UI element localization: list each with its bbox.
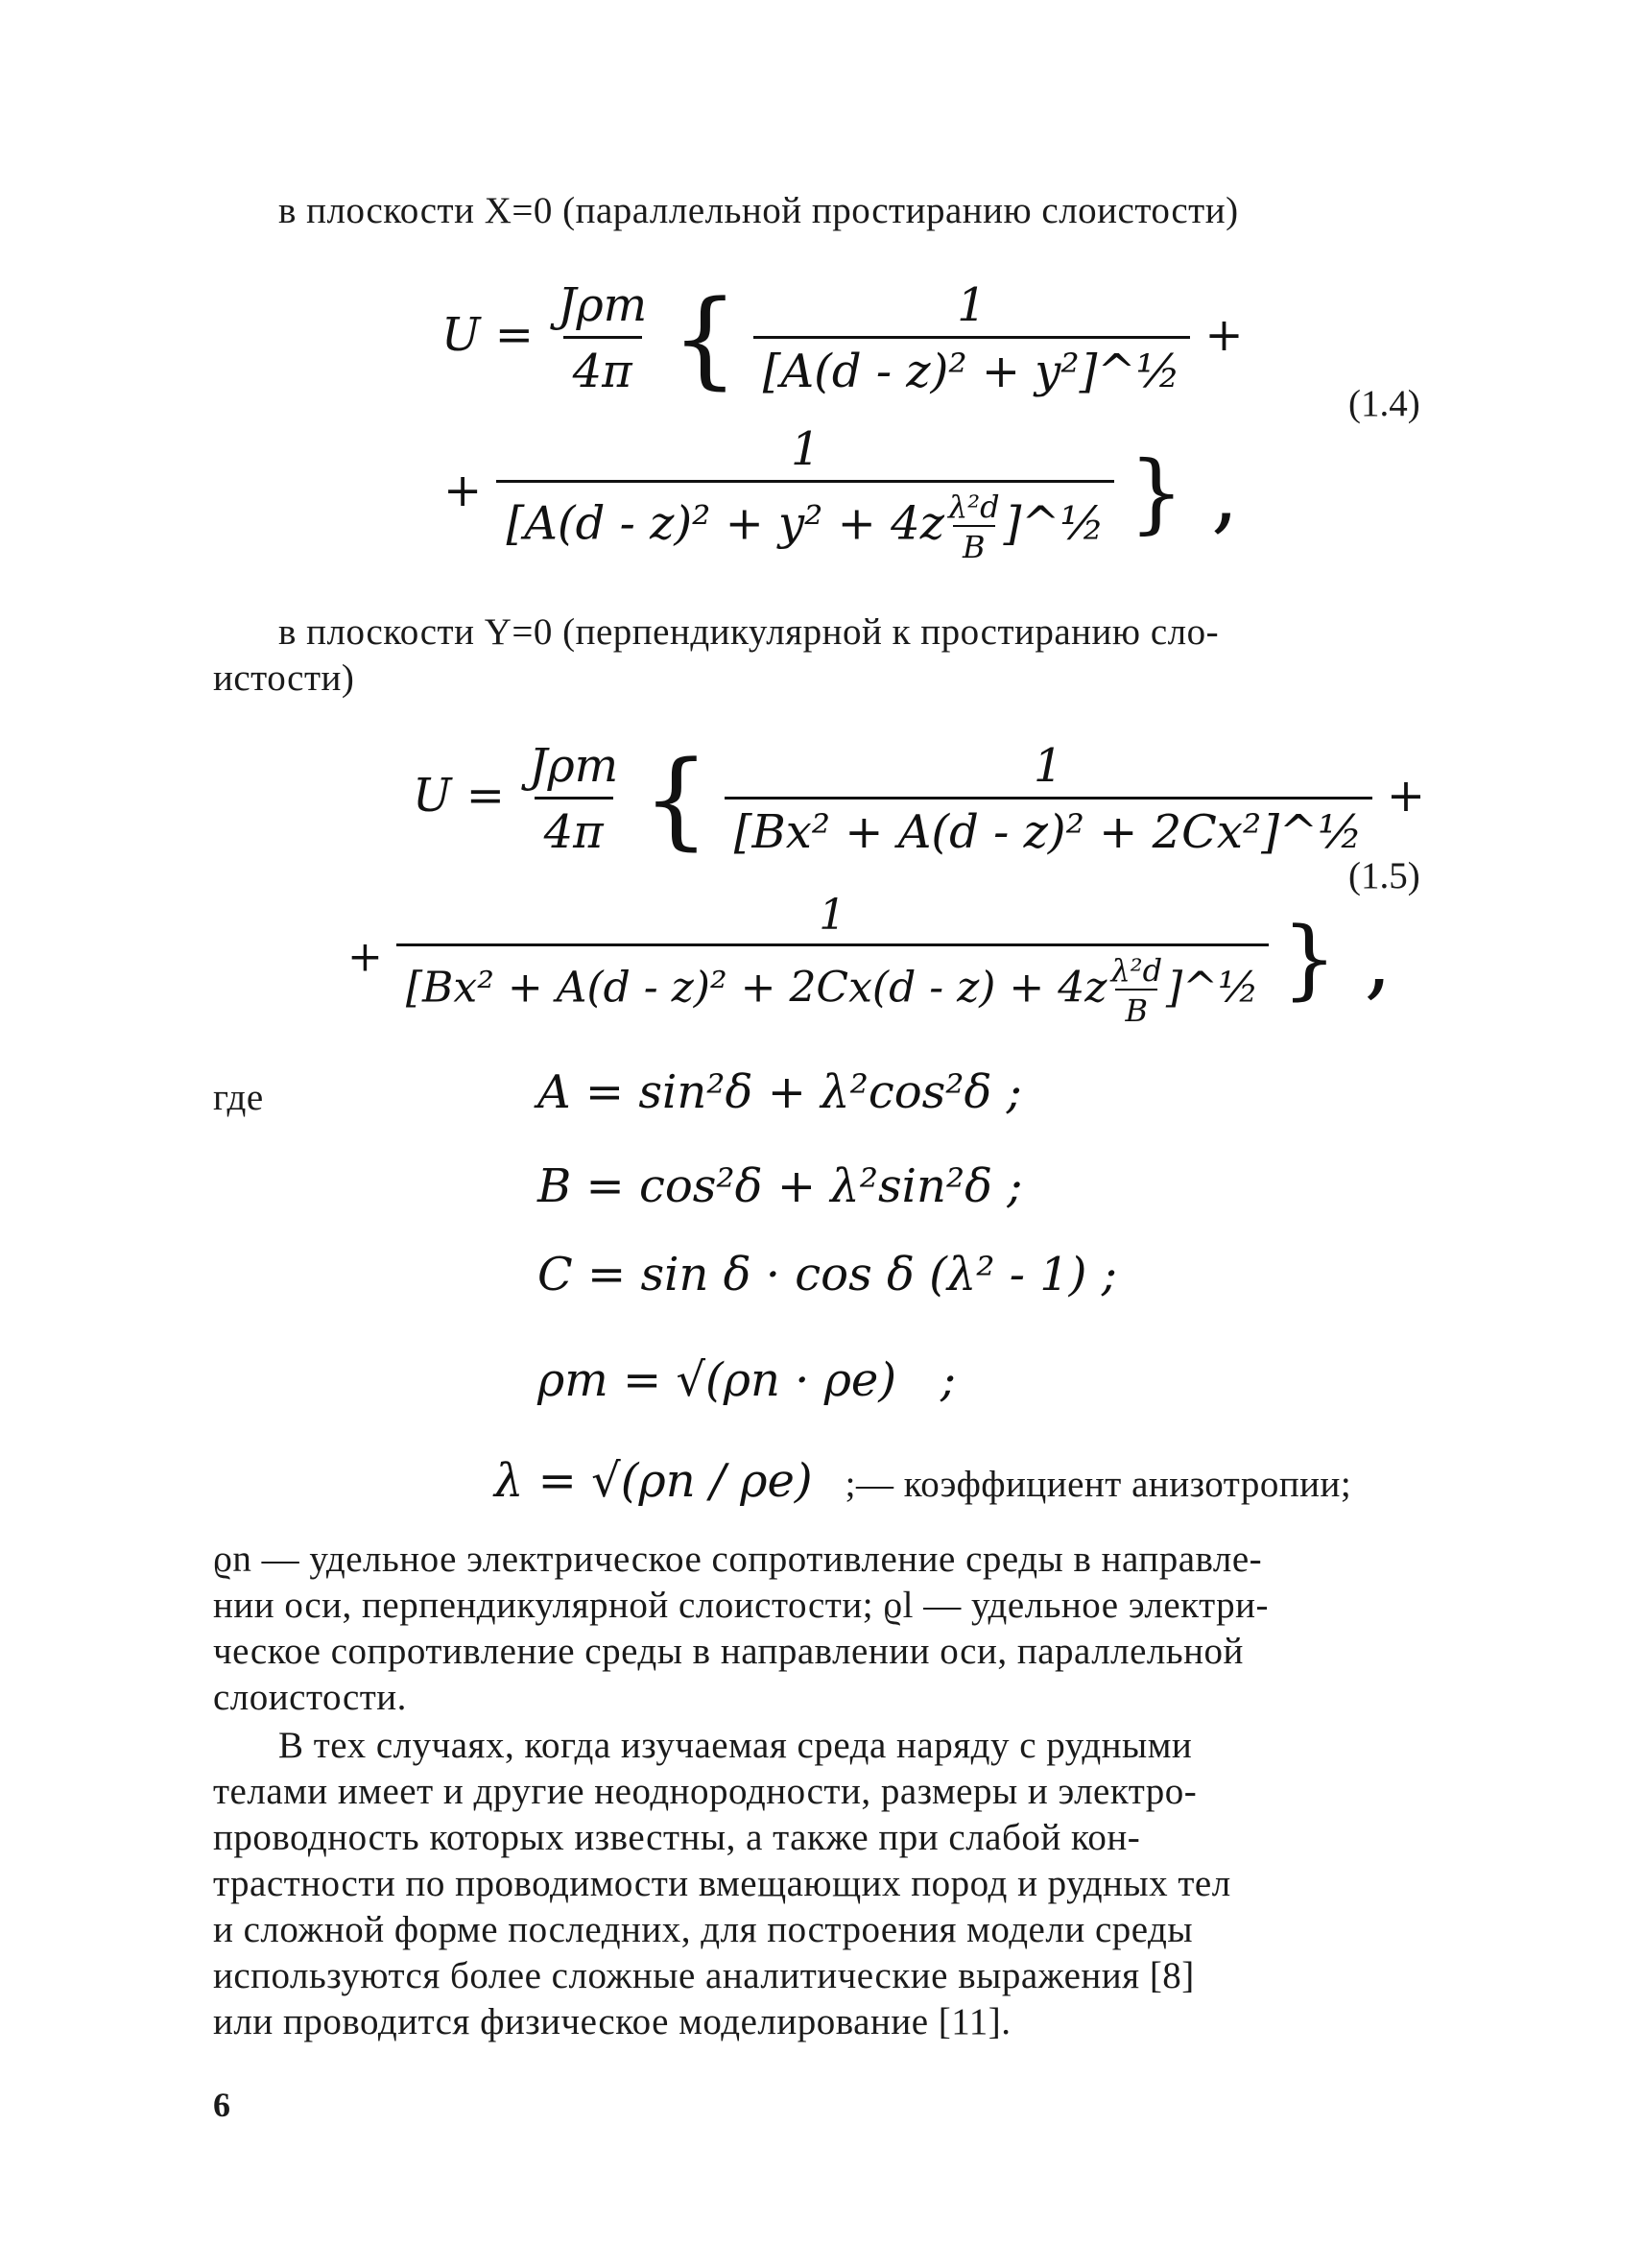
paragraph-2 — [213, 1723, 1430, 2045]
eq14-coefficient — [548, 278, 656, 398]
equation-1-5-line-2 — [347, 891, 1392, 1029]
definition-a: A = sin²δ + λ²cos²δ ; — [537, 1065, 1022, 1119]
equation-1-4-line-1 — [441, 278, 1244, 398]
paragraph-1 — [213, 1537, 1430, 1721]
paragraph-2-line: или проводится физическое моделирование [11]. — [213, 2001, 1012, 2042]
eq15-coefficient — [519, 739, 628, 859]
eq14-t1-den: [A(d - z)² + y²]^½ — [753, 336, 1190, 398]
paragraph-1-line: слоистости. — [213, 1677, 407, 1718]
eq15-lhs: U = — [413, 769, 505, 823]
definition-rho-m: ρm = √(ρn · ρe) ; — [537, 1353, 956, 1407]
eq14-term-2 — [496, 422, 1114, 565]
equation-1-5-line-1 — [413, 739, 1425, 859]
open-brace: { — [671, 276, 739, 400]
eq15-t2-den-b: ]^½ — [1166, 963, 1259, 1013]
eq14-coef-num: Jρm — [558, 278, 648, 332]
eq15-close: } , — [1281, 909, 1393, 1010]
eq15-coef-num: Jρm — [529, 739, 619, 793]
equation-number-1-5: (1.5) — [1348, 855, 1420, 896]
eq15-t2-small-frac — [1110, 952, 1162, 1029]
paragraph-2-line: проводность которых известны, а также при слабой кон- — [213, 1817, 1141, 1858]
eq14-close: } , — [1129, 442, 1239, 544]
eq14-coef-den: 4π — [563, 336, 642, 398]
eq14-t1-num: 1 — [957, 278, 987, 332]
intro-plane-y-line-1: в плоскости Y=0 (перпендикулярной к простиранию сло- — [278, 611, 1220, 653]
eq15-small-den: B — [1115, 989, 1157, 1029]
definition-lambda-row — [494, 1454, 1351, 1508]
eq14-small-den: B — [953, 525, 995, 565]
eq14-t2-small-frac — [948, 489, 1000, 565]
where-label: где — [213, 1077, 264, 1118]
eq14-t2-den-b: ]^½ — [1003, 496, 1106, 551]
eq15-coef-den: 4π — [535, 797, 613, 859]
eq15-term-1 — [725, 739, 1372, 859]
page-number: 6 — [213, 2086, 230, 2124]
intro-plane-y-line-2: истости) — [213, 657, 355, 699]
eq14-term-1 — [753, 278, 1190, 398]
eq15-plus-end: + — [1386, 769, 1426, 823]
equation-1-4-line-2 — [443, 422, 1239, 565]
eq15-t2-num: 1 — [819, 891, 846, 940]
eq15-t1-num: 1 — [1033, 739, 1063, 793]
definition-lambda-text: ;— коэффициент анизотропии; — [845, 1464, 1352, 1505]
paragraph-1-line: ческое сопротивление среды в направлении оси, параллельной — [213, 1631, 1244, 1672]
paragraph-1-line: нии оси, перпендикулярной слоистости; ϱl — удельное электри- — [213, 1585, 1269, 1626]
eq15-t1-den: [Bx² + A(d - z)² + 2Cx²]^½ — [725, 797, 1372, 859]
equation-number-1-4: (1.4) — [1348, 383, 1420, 424]
eq14-t2-den — [496, 480, 1114, 565]
definition-lambda: λ = √(ρn / ρe) — [494, 1454, 813, 1508]
open-brace: { — [642, 737, 710, 861]
eq14-t2-num: 1 — [790, 422, 821, 476]
eq14-lhs: U = — [441, 308, 534, 362]
eq14-plus-start: + — [443, 464, 483, 517]
eq14-t2-den-a: [A(d - z)² + y² + 4z — [506, 496, 944, 551]
eq14-small-num: λ²d — [947, 489, 1000, 525]
paragraph-2-line: трастности по проводимости вмещающих пород и рудных тел — [213, 1863, 1231, 1904]
eq15-t2-den — [396, 943, 1269, 1029]
definition-b: B = cos²δ + λ²sin²δ ; — [537, 1159, 1023, 1213]
eq14-plus-end: + — [1204, 308, 1244, 362]
paragraph-2-line: и сложной форме последних, для построения модели среды — [213, 1909, 1194, 1950]
paragraph-1-line: ϱn — удельное электрическое сопротивление среды в направле- — [213, 1539, 1263, 1580]
eq15-plus-start: + — [347, 932, 383, 982]
eq15-term-2 — [396, 891, 1269, 1029]
definition-c: C = sin δ · cos δ (λ² - 1) ; — [537, 1248, 1117, 1301]
eq15-small-num: λ²d — [1110, 952, 1163, 989]
paragraph-2-line: В тех случаях, когда изучаемая среда наряду с рудными — [278, 1725, 1193, 1766]
paragraph-2-line: телами имеет и другие неоднородности, размеры и электро- — [213, 1771, 1198, 1812]
intro-plane-x: в плоскости X=0 (параллельной простиранию слоистости) — [278, 190, 1239, 231]
eq15-t2-den-a: [Bx² + A(d - z)² + 2Cx(d - z) + 4z — [405, 963, 1107, 1013]
paragraph-2-line: используются более сложные аналитические выражения [8] — [213, 1955, 1195, 1996]
